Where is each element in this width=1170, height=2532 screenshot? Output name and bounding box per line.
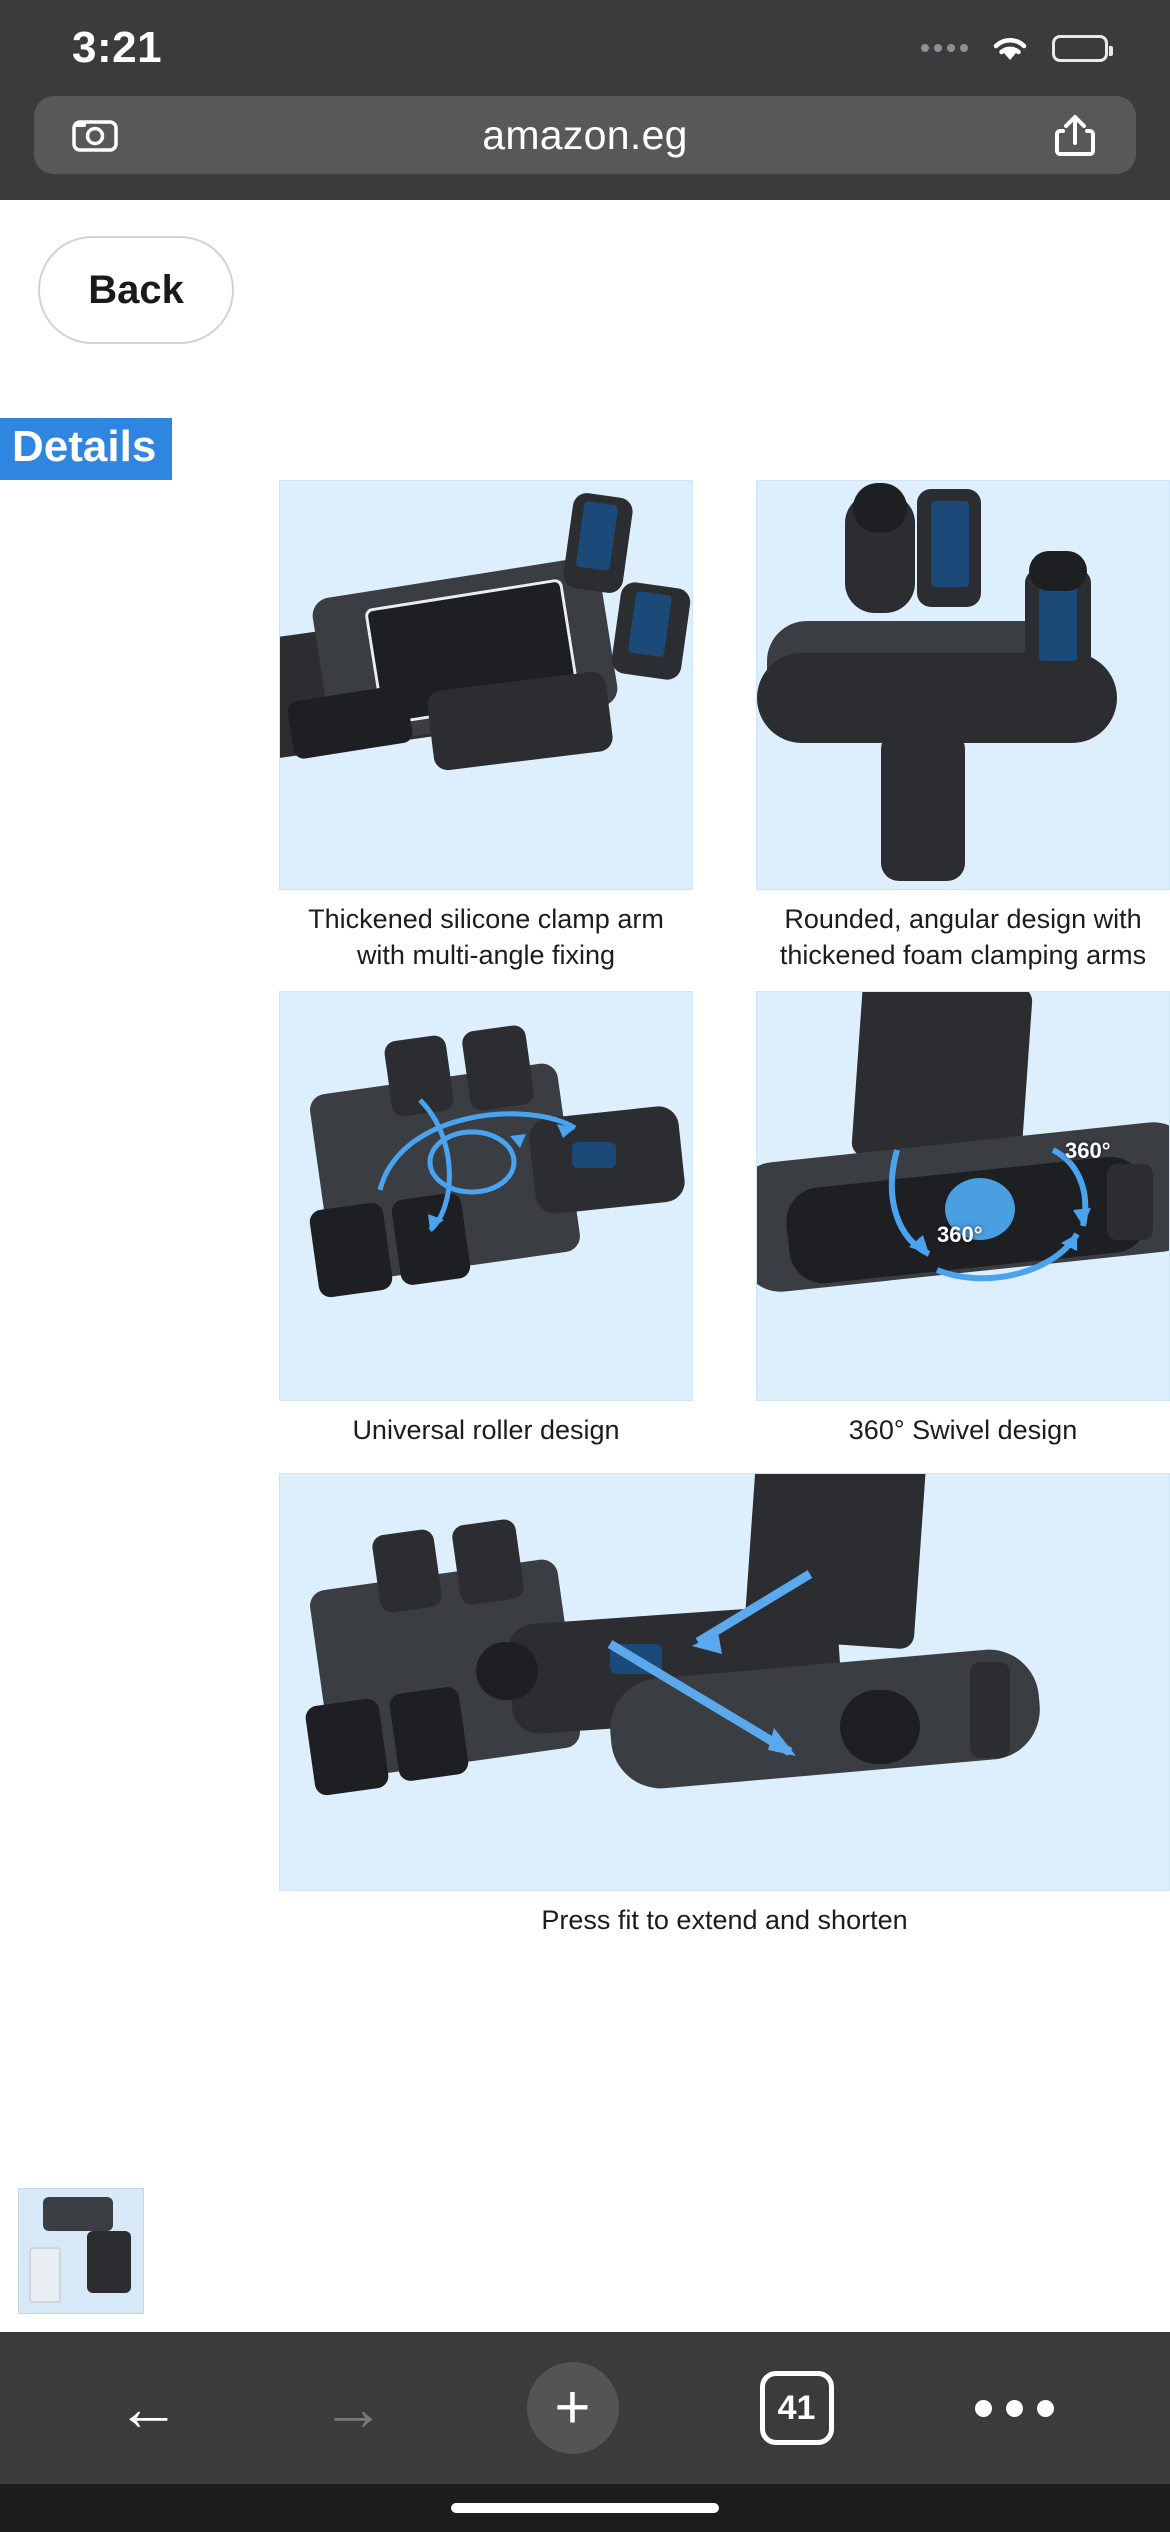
status-indicators: [921, 33, 1108, 63]
browser-toolbar-bottom: [0, 2332, 1170, 2484]
battery-icon: [1052, 35, 1108, 62]
gallery-card: [756, 991, 1170, 1449]
gallery-card: [756, 480, 1170, 973]
gallery-caption: Thickened silicone clamp arm with multi-angle fixing: [308, 904, 664, 970]
browser-toolbar-top: [0, 96, 1170, 200]
plus-icon[interactable]: +: [527, 2362, 619, 2454]
status-time: 3:21: [72, 23, 163, 72]
tab-count-label: 41: [760, 2371, 834, 2445]
gallery-card: [279, 991, 693, 1449]
gallery-row: [279, 1473, 1170, 1939]
home-indicator[interactable]: [451, 2503, 719, 2513]
page-content: [0, 200, 1170, 2332]
swivel-annotation: 360°: [937, 1222, 983, 1248]
camera-icon[interactable]: [68, 108, 122, 162]
gallery-card: [279, 1473, 1170, 1939]
product-thumbnail[interactable]: [18, 2188, 144, 2314]
gallery-card: [279, 480, 693, 973]
address-bar[interactable]: [34, 96, 1136, 174]
details-section-label: Details: [0, 418, 172, 480]
arrow-right-icon[interactable]: →: [321, 2372, 386, 2444]
universal-roller-photo: [279, 991, 693, 1401]
back-button[interactable]: [38, 236, 234, 344]
arrow-left-icon[interactable]: ←: [116, 2372, 181, 2444]
clamp-arm-photo: [279, 480, 693, 890]
home-indicator-area: [0, 2484, 1170, 2532]
status-bar: [0, 0, 1170, 96]
gallery-caption: Universal roller design: [352, 1415, 620, 1446]
extend-shorten-photo: [279, 1473, 1170, 1891]
swivel-annotation: 360°: [1065, 1138, 1111, 1164]
swivel-design-photo: [756, 991, 1170, 1401]
back-button-label: Back: [88, 267, 184, 312]
gallery-caption: Press fit to extend and shorten: [541, 1904, 908, 1935]
gallery-caption: Rounded, angular design with thickened foam clamping arms: [779, 904, 1147, 970]
tab-count-button[interactable]: [760, 2371, 834, 2445]
gallery-row: [279, 991, 1170, 1449]
wifi-icon: [990, 33, 1030, 63]
product-detail-gallery: [279, 480, 1170, 1949]
foam-clamping-arms-photo: [756, 480, 1170, 890]
gallery-caption: 360° Swivel design: [848, 1415, 1078, 1446]
signal-dots-icon: [921, 44, 968, 52]
gallery-row: [279, 480, 1170, 973]
more-dots-icon[interactable]: [975, 2400, 1054, 2417]
share-icon[interactable]: [1048, 108, 1102, 162]
url-text[interactable]: amazon.eg: [482, 111, 688, 158]
